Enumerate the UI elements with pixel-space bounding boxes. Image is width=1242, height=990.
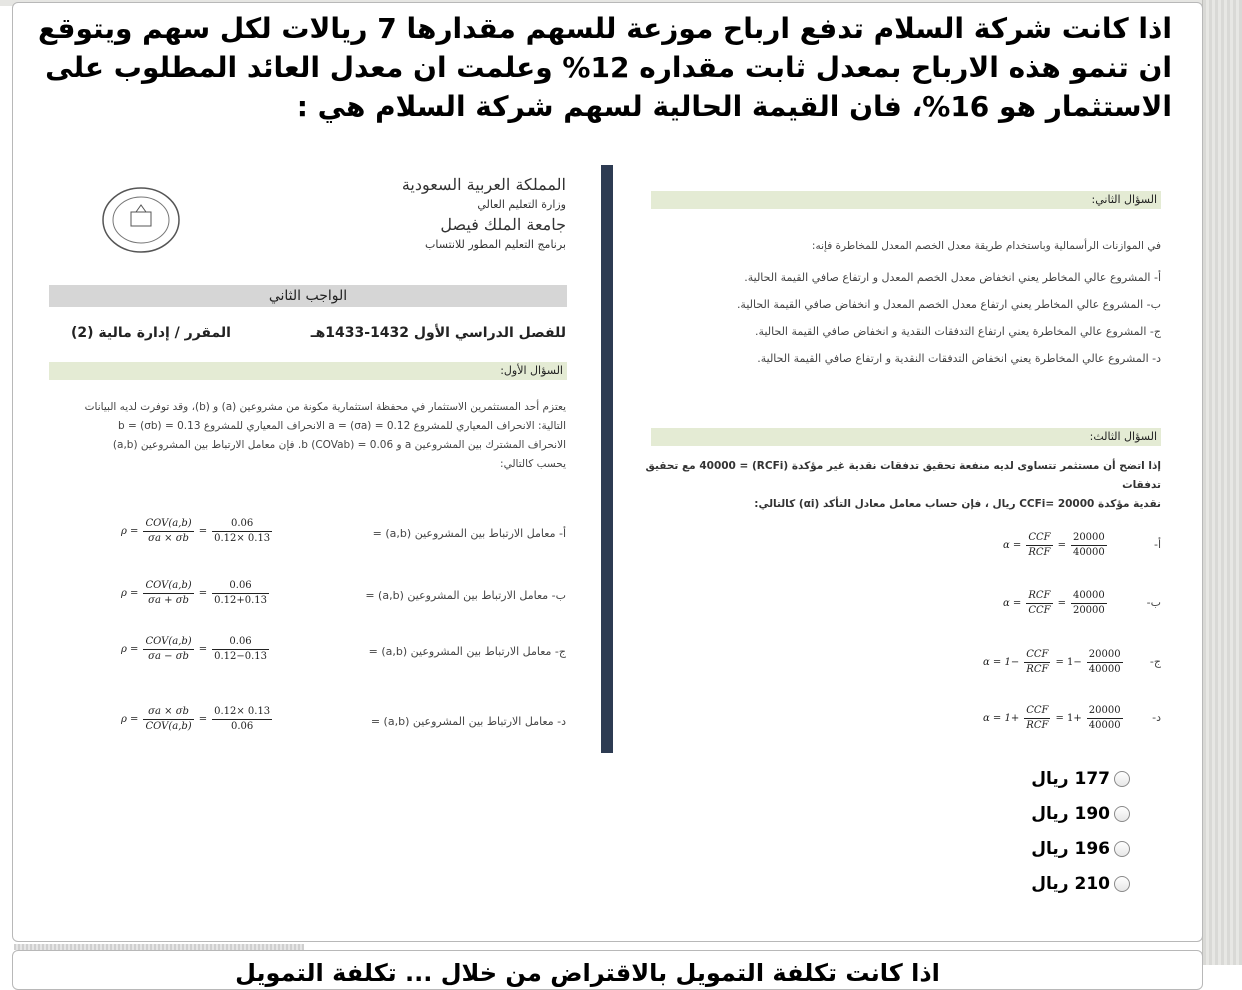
formula-den: σa + σb bbox=[148, 595, 189, 606]
q3-title: السؤال الثالث: bbox=[651, 428, 1161, 446]
formula-den: CCF bbox=[1028, 605, 1051, 616]
program-name: برنامج التعليم المطور للانتساب bbox=[425, 238, 566, 251]
formula-prefix: α = bbox=[1003, 598, 1022, 609]
q1-line: الانحراف المشترك بين المشروعين a و b (COVab) = 0.06. فإن معامل الارتباط بين المشروعين (a,b) bbox=[112, 439, 566, 451]
formula-prefix: α = 1+ bbox=[983, 713, 1020, 724]
ministry-name: وزارة التعليم العالي bbox=[477, 198, 566, 211]
q1-line: يعتزم أحد المستثمرين الاستثمار في محفظة استثمارية مكونة من مشروعين (a) و (b)، وقد توفرت لديه البيانات bbox=[84, 401, 566, 413]
course-label: المقرر / إدارة مالية (2) bbox=[71, 325, 231, 341]
formula-label: ب- معامل الارتباط بين المشروعين (a,b) = bbox=[365, 589, 566, 602]
formula-den: RCF bbox=[1026, 664, 1049, 675]
formula-den: RCF bbox=[1028, 547, 1051, 558]
document-left-page bbox=[41, 165, 596, 753]
radio-button[interactable] bbox=[1114, 771, 1130, 787]
q3-option-c-formula bbox=[983, 648, 1125, 677]
answer-option[interactable] bbox=[1031, 831, 1130, 866]
answer-label[interactable]: 210 ريال bbox=[1031, 873, 1110, 894]
formula-num-value: 20000 bbox=[1071, 531, 1107, 546]
formula-prefix: α = 1− bbox=[983, 657, 1020, 668]
answer-options bbox=[1031, 761, 1130, 901]
document-header bbox=[316, 175, 566, 255]
q1-formula-c bbox=[41, 635, 596, 675]
q3-option-d-formula bbox=[983, 704, 1125, 733]
page-scrollbar[interactable] bbox=[1202, 0, 1242, 965]
q3-option-b-formula: α = $\frac{\text{RCF}}{\text{CCF}}$ = $\frac{40000}{20000}$ bbox=[1003, 590, 1105, 616]
q1-formula-a bbox=[41, 517, 596, 557]
next-question-text: اذا كانت تكلفة التمويل بالاقتراض من خلال ... تكلفة التمويل bbox=[235, 959, 940, 987]
q3-option-letter: ب- bbox=[1146, 596, 1161, 609]
formula-num-value: 20000 bbox=[1087, 704, 1123, 719]
formula-num-value: 0.06 bbox=[212, 579, 269, 594]
q1-formula-d bbox=[41, 705, 596, 745]
q3-option-letter: أ- bbox=[1153, 538, 1161, 551]
answer-option[interactable] bbox=[1031, 796, 1130, 831]
formula-den-value: 0.12+0.13 bbox=[214, 595, 267, 606]
university-name: جامعة الملك فيصل bbox=[440, 215, 566, 234]
formula-den-value: 40000 bbox=[1088, 664, 1121, 675]
q2-option-b: ب- المشروع عالي المخاطر يعني ارتفاع معدل الخصم المعدل و انخفاض صافي القيمة الحالية. bbox=[736, 298, 1161, 311]
answer-label[interactable]: 196 ريال bbox=[1031, 838, 1110, 859]
answer-label[interactable]: 190 ريال bbox=[1031, 803, 1110, 824]
formula-num-value: 0.06 bbox=[212, 635, 269, 650]
question-document-image bbox=[41, 165, 1181, 753]
formula-num-value: 20000 bbox=[1087, 648, 1123, 663]
q3-text bbox=[631, 457, 1161, 514]
document-page-divider bbox=[601, 165, 613, 753]
q1-text bbox=[46, 398, 566, 474]
q2-option-a: أ- المشروع عالي المخاطر يعني انخفاض معدل الخصم المعدل و ارتفاع صافي القيمة الحالية. bbox=[744, 271, 1161, 284]
formula-num: CCF bbox=[1024, 648, 1050, 663]
kingdom-name: المملكة العربية السعودية bbox=[401, 175, 566, 194]
q2-option-d: د- المشروع عالي المخاطرة يعني انخفاض التدفقات النقدية و ارتفاع صافي القيمة الحالية. bbox=[757, 352, 1161, 365]
formula-math: ρ = $\frac{\text{COV(a,b)}}{\sigma a + \sigma b}$ = $\frac{0.06}{0.12+0.13}$ bbox=[121, 580, 267, 606]
university-seal-icon bbox=[96, 185, 186, 255]
question-text: اذا كانت شركة السلام تدفع ارباح موزعة للسهم مقدارها 7 ريالات لكل سهم ويتوقع ان تنمو هذه الارباح بمعدل ثابت مقداره 12% وعلمت ان معدل العائد المطلوب على الاستثمار هو 16%، فان القيمة الحالية لسهم شركة السلام هي : bbox=[38, 12, 1172, 123]
formula-num: σa × σb bbox=[143, 705, 193, 720]
answer-label[interactable]: 177 ريال bbox=[1031, 768, 1110, 789]
formula-den: RCF bbox=[1026, 720, 1049, 731]
formula-mid: = 1+ bbox=[1055, 713, 1082, 724]
formula-prefix: α = bbox=[1003, 540, 1022, 551]
q3-line: نقدية مؤكدة CCFi= 20000 ريال ، فإن حساب معامل معادل التأكد (αi) كالتالي: bbox=[754, 498, 1161, 510]
question-card bbox=[12, 2, 1203, 942]
radio-button[interactable] bbox=[1114, 841, 1130, 857]
formula-num: COV(a,b) bbox=[143, 517, 193, 532]
formula-den-value: 0.06 bbox=[230, 721, 254, 732]
q2-text: في الموازنات الرأسمالية وباستخدام طريقة معدل الخصم المعدل للمخاطرة فإنه: bbox=[811, 240, 1161, 252]
formula-den: σa − σb bbox=[148, 651, 189, 662]
formula-math: ρ = $\frac{\text{COV(a,b)}}{\sigma a \times \sigma b}$ = $\frac{0.06}{0.12\times 0.13}$ bbox=[121, 518, 271, 544]
formula-num-value: 0.06 bbox=[212, 517, 272, 532]
q3-option-letter: د- bbox=[1152, 711, 1161, 724]
formula-num: COV(a,b) bbox=[143, 579, 193, 594]
formula-den-value: 0.12× 0.13 bbox=[214, 533, 271, 544]
q2-title: السؤال الثاني: bbox=[651, 191, 1161, 209]
next-question-card bbox=[12, 950, 1203, 990]
semester-label: للفصل الدراسي الأول 1432-1433هـ bbox=[310, 325, 566, 341]
formula-num: CCF bbox=[1026, 531, 1052, 546]
q1-formula-b bbox=[41, 579, 596, 619]
formula-den: COV(a,b) bbox=[145, 721, 192, 732]
q1-line: يحسب كالتالي: bbox=[500, 458, 566, 470]
formula-den: σa × σb bbox=[148, 533, 189, 544]
formula-den-value: 40000 bbox=[1072, 547, 1105, 558]
formula-num-value: 40000 bbox=[1071, 589, 1107, 604]
formula-label: ج- معامل الارتباط بين المشروعين (a,b) = bbox=[368, 645, 566, 658]
answer-option[interactable] bbox=[1031, 761, 1130, 796]
q3-option-letter: ج- bbox=[1149, 655, 1161, 668]
answer-option[interactable] bbox=[1031, 866, 1130, 901]
q1-title: السؤال الأول: bbox=[49, 362, 567, 380]
formula-mid: = 1− bbox=[1055, 657, 1082, 668]
formula-den-value: 0.12−0.13 bbox=[214, 651, 267, 662]
q3-line: إذا اتضح أن مستثمر تتساوى لديه منفعة تحقيق تدفقات نقدية غير مؤكدة (RCFi) = 40000 مع تحقيق تدفقات bbox=[645, 460, 1161, 491]
q2-option-c: ج- المشروع عالي المخاطرة يعني ارتفاع التدفقات النقدية و انخفاض صافي القيمة الحالية. bbox=[755, 325, 1161, 338]
formula-num-value: 0.12× 0.13 bbox=[212, 705, 272, 720]
formula-label: أ- معامل الارتباط بين المشروعين (a,b) = bbox=[372, 527, 566, 540]
formula-num: CCF bbox=[1024, 704, 1050, 719]
q3-option-a-formula: α = $\frac{\text{CCF}}{\text{RCF}}$ = $\frac{20000}{40000}$ bbox=[1003, 532, 1105, 558]
formula-den-value: 20000 bbox=[1072, 605, 1105, 616]
formula-num: RCF bbox=[1026, 589, 1052, 604]
formula-label: د- معامل الارتباط بين المشروعين (a,b) = bbox=[370, 715, 566, 728]
assignment-title: الواجب الثاني bbox=[49, 285, 567, 307]
radio-button[interactable] bbox=[1114, 876, 1130, 892]
q1-line: التالية: الانحراف المعياري للمشروع a = (σa) = 0.12 الانحراف المعياري للمشروع b = (σb) = 0.13 bbox=[118, 420, 566, 432]
radio-button[interactable] bbox=[1114, 806, 1130, 822]
formula-num: COV(a,b) bbox=[143, 635, 193, 650]
document-right-page bbox=[623, 165, 1181, 753]
formula-math: ρ = $\frac{\text{COV(a,b)}}{\sigma a - \sigma b}$ = $\frac{0.06}{0.12-0.13}$ bbox=[121, 636, 267, 662]
formula-math: ρ = $\frac{\sigma a \times \sigma b}{\text{COV(a,b)}}$ = $\frac{0.12\times 0.13}{0.06}$ bbox=[121, 706, 271, 732]
formula-den-value: 40000 bbox=[1088, 720, 1121, 731]
